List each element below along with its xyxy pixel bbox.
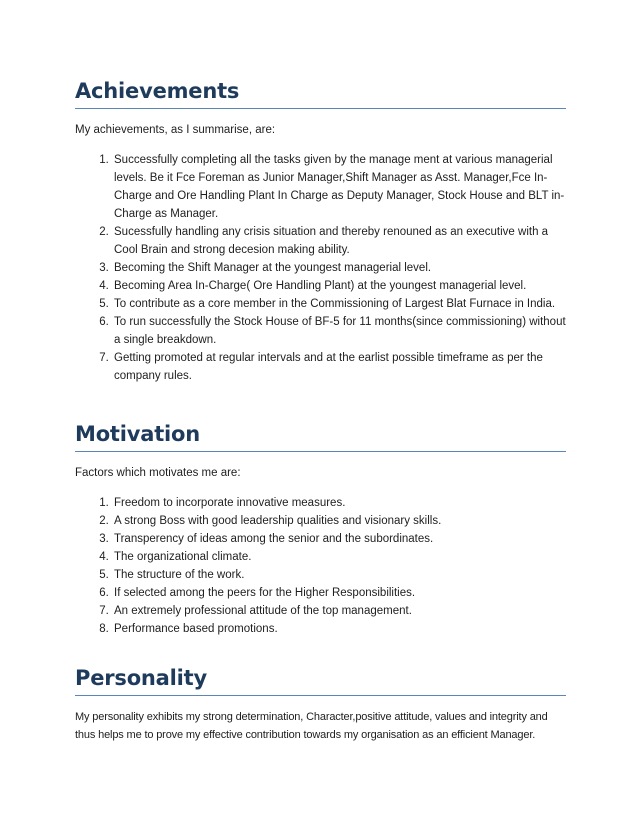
motivation-item: 4. The organizational climate. <box>112 548 566 566</box>
motivation-list <box>75 494 566 638</box>
motivation-heading-rule <box>75 451 566 452</box>
motivation-heading: Motivation <box>75 422 201 446</box>
achievement-item: 6. To run successfully the Stock House of BF-5 for 11 months(since commissioning) without a single breakdown. <box>112 313 566 349</box>
achievement-item: 2. Sucessfully handling any crisis situation and thereby renouned as an executive with a Cool Brain and strong decesion making ability. <box>112 223 566 259</box>
motivation-intro: Factors which motivates me are: <box>75 467 241 479</box>
achievements-section <box>75 78 566 385</box>
personality-heading: Personality <box>75 666 207 690</box>
achievement-item: 5. To contribute as a core member in the Commissioning of Largest Blat Furnace in India. <box>112 295 566 313</box>
motivation-section <box>75 421 566 638</box>
personality-heading-rule <box>75 695 566 696</box>
achievement-item: 1. Successfully completing all the tasks given by the manage ment at various managerial levels. Be it Fce Foreman as Junior Manager,Shift Manager as Asst. Manager,Fce In-Charge and Ore Handling Plant In Charge as Deputy Manager, Stock House and BLT in-Charge as Manager. <box>112 151 566 223</box>
personality-paragraph: My personality exhibits my strong determination, Character,positive attitude, values and integrity and thus helps me to prove my effective contribution towards my organisation as an efficient Manager. <box>75 711 548 741</box>
motivation-item: 6. If selected among the peers for the Higher Responsibilities. <box>112 584 566 602</box>
achievements-list <box>75 151 566 385</box>
motivation-item: 7. An extremely professional attitude of the top management. <box>112 602 566 620</box>
motivation-item: 1. Freedom to incorporate innovative measures. <box>112 494 566 512</box>
achievements-heading-rule <box>75 108 566 109</box>
motivation-item: 8. Performance based promotions. <box>112 620 566 638</box>
achievement-item: 3. Becoming the Shift Manager at the youngest managerial level. <box>112 259 566 277</box>
achievements-heading: Achievements <box>75 79 240 103</box>
achievement-item: 7. Getting promoted at regular intervals and at the earlist possible timeframe as per the company rules. <box>112 349 566 385</box>
achievement-item: 4. Becoming Area In-Charge( Ore Handling Plant) at the youngest managerial level. <box>112 277 566 295</box>
motivation-item: 5. The structure of the work. <box>112 566 566 584</box>
personality-section <box>75 665 566 744</box>
motivation-item: 2. A strong Boss with good leadership qualities and visionary skills. <box>112 512 566 530</box>
motivation-item: 3. Transperency of ideas among the senior and the subordinates. <box>112 530 566 548</box>
achievements-intro: My achievements, as I summarise, are: <box>75 124 276 136</box>
